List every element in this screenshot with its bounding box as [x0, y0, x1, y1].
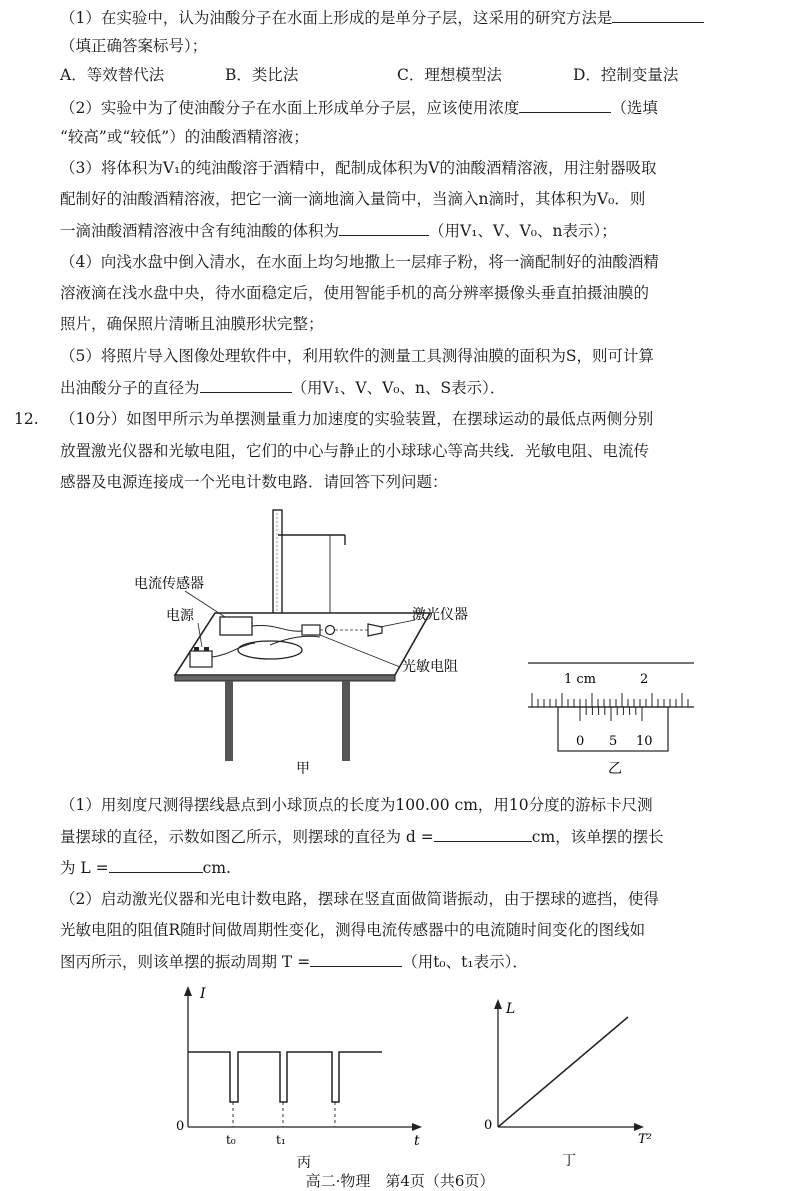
q12-number: 12.	[14, 410, 39, 428]
photoresistor	[302, 625, 320, 635]
q11-p1-answer-blank[interactable]	[612, 6, 704, 23]
q12-intro-1: （10分）如图甲所示为单摆测量重力加速度的实验装置，在摆球运动的最低点两侧分别	[60, 410, 654, 428]
caption-yi: 乙	[608, 761, 622, 777]
q12-part1-line3: 为 L = cm.	[60, 856, 231, 879]
q11-p1-text: （1）在实验中，认为油酸分子在水面上形成的是单分子层，这采用的研究方法是	[60, 9, 613, 27]
label-photoresistor: 光敏电阻	[402, 659, 458, 675]
q11-p3-answer-blank[interactable]	[339, 219, 429, 236]
board-top	[175, 613, 430, 675]
label-current-sensor: 电流传感器	[134, 576, 204, 592]
current-sensor	[220, 617, 252, 635]
q11-part5-line2: 出油酸分子的直径为 （用V₁、V、V₀、n、S表示）．	[60, 376, 505, 399]
label-power: 电源	[166, 608, 194, 624]
pendulum-bob	[326, 626, 335, 635]
q12-part2-line2: 光敏电阻的阻值R随时间做周期性变化，测得电流传感器中的电流随时间变化的图线如	[60, 921, 646, 939]
q12-period-blank[interactable]	[310, 950, 402, 967]
vernier-label-0: 0	[576, 734, 585, 749]
q11-part3-line3: 一滴油酸酒精溶液中含有纯油酸的体积为 （用V₁、V、V₀、n表示）；	[60, 219, 617, 242]
q11-part2-line: （2）实验中为了使油酸分子在水面上形成单分子层，应该使用浓度 （选填	[60, 96, 658, 119]
table-leg-right	[342, 681, 350, 761]
main-scale-ticks	[532, 693, 688, 707]
y-axis-label: L	[506, 1001, 516, 1017]
q12-length-blank[interactable]	[109, 856, 203, 873]
caption-bing: 丙	[297, 1155, 311, 1171]
vernier-scale-ticks	[580, 707, 642, 721]
power-source	[190, 651, 212, 667]
figure-ding-L-T2-graph	[480, 995, 670, 1175]
y-axis-label: I	[200, 986, 206, 1002]
current-waveform	[188, 1052, 382, 1102]
proportional-line	[498, 1017, 628, 1127]
q11-options	[60, 64, 678, 86]
q11-part3-line2: 配制好的油酸酒精溶液，把它一滴一滴地滴入量筒中，当滴入n滴时，其体积为V₀．则	[60, 190, 646, 208]
vernier-label-5: 5	[609, 734, 618, 749]
q11-part1-line2	[60, 35, 207, 57]
x-axis-label: T²	[638, 1132, 652, 1147]
q12-part1-line: （1）用刻度尺测得摆线悬点到小球顶点的长度为100.00 cm，用10分度的游标卡尺测	[60, 796, 653, 814]
q12-part1-line2: 量摆球的直径，示数如图乙所示，则摆球的直径为 d = cm，该单摆的摆长	[60, 825, 664, 848]
q11-part3-line: （3）将体积为V₁的纯油酸溶于酒精中，配制成体积为V的油酸酒精溶液，用注射器吸取	[60, 159, 657, 177]
t1-tick-label: t₁	[276, 1133, 286, 1147]
table-leg-left	[225, 681, 233, 761]
caption-jia: 甲	[296, 761, 310, 775]
page-footer: 高二·物理 第4页（共6页）	[305, 1172, 495, 1190]
t0-tick-label: t₀	[226, 1133, 236, 1147]
figure-jia-apparatus	[120, 505, 490, 775]
q11-part4-line3: 照片，确保照片清晰且油膜形状完整；	[60, 315, 324, 333]
x-axis-label: t	[414, 1133, 420, 1149]
q11-part2-line2: “较高”或“较低”）的油酸酒精溶液；	[60, 128, 309, 146]
q11-part1-line	[60, 6, 704, 29]
q12-diameter-blank[interactable]	[434, 825, 532, 842]
option-a[interactable]: A．等效替代法	[60, 66, 165, 84]
caption-ding: 丁	[562, 1153, 576, 1169]
main-scale-label-1cm: 1 cm	[564, 672, 597, 687]
q12-intro-3: 感器及电源连接成一个光电计数电路．请回答下列问题：	[60, 473, 448, 491]
option-b[interactable]: B．类比法	[225, 66, 299, 84]
main-scale-label-2: 2	[640, 672, 649, 687]
figure-yi-vernier	[522, 655, 702, 780]
q11-part5-line: （5）将照片导入图像处理软件中，利用软件的测量工具测得油膜的面积为S，则可计算	[60, 347, 654, 365]
q12-part2-line3: 图丙所示，则该单摆的振动周期 T = （用t₀、t₁表示）．	[60, 950, 528, 973]
q12-intro-2: 放置激光仪器和光敏电阻，它们的中心与静止的小球球心等高共线．光敏电阻、电流传	[60, 442, 650, 460]
figure-bing-current-graph	[170, 982, 440, 1177]
q11-part4-line: （4）向浅水盘中倒入清水，在水面上均匀地撒上一层痱子粉，将一滴配制好的油酸酒精	[60, 253, 659, 271]
label-laser: 激光仪器	[412, 607, 468, 623]
q11-p2-answer-blank[interactable]	[519, 96, 611, 113]
origin-label: 0	[484, 1118, 493, 1133]
option-c[interactable]: C．理想模型法	[397, 66, 502, 84]
q11-p1-note: （填正确答案标号）；	[60, 37, 208, 55]
origin-label: 0	[176, 1119, 185, 1134]
option-d[interactable]: D．控制变量法	[573, 66, 679, 84]
q12-part2-line: （2）启动激光仪器和光电计数电路，摆球在竖直面做简谐振动，由于摆球的遮挡，使得	[60, 890, 659, 908]
q11-p5-answer-blank[interactable]	[200, 376, 292, 393]
vernier-label-10: 10	[636, 734, 653, 749]
q11-part4-line2: 溶液滴在浅水盘中央，待水面稳定后，使用智能手机的高分辨率摄像头垂直拍摄油膜的	[60, 284, 650, 302]
